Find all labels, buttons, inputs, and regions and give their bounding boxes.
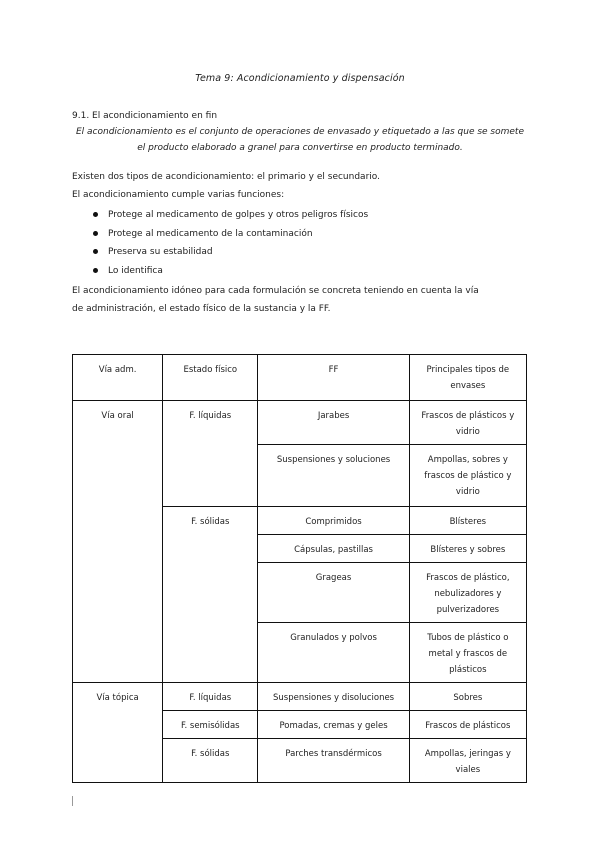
envase-cell: Blísteres y sobres [409,535,526,563]
ff-cell: Grageas [258,563,409,623]
envase-cell: Ampollas, sobres y frascos de plástico y vidrio [409,445,526,507]
envase-cell: Frascos de plásticos y vidrio [409,401,526,445]
page-title: Tema 9: Acondicionamiento y dispensación [195,73,405,84]
ff-cell: Suspensiones y soluciones [258,445,409,507]
envase-cell: Ampollas, jeringas y viales [409,739,526,783]
ff-cell: Cápsulas, pastillas [258,535,409,563]
definition-quote: El acondicionamiento es el conjunto de operaciones de envasado y etiquetado a las que se somete el producto elaborado a granel para convertirse en producto terminado. [75,127,524,153]
list-item: Lo identifica [72,262,368,281]
envase-cell: Tubos de plástico o metal y frascos de plásticos [409,623,526,683]
table-header-row [73,355,527,401]
header-cell: Principales tipos de envases [409,355,526,401]
envase-cell: Frascos de plásticos [409,711,526,739]
estado-cell: F. líquidas [163,683,258,711]
estado-cell: F. semisólidas [163,711,258,739]
list-item: Preserva su estabilidad [72,243,368,262]
estado-cell: F. líquidas [163,401,258,507]
ff-cell: Comprimidos [258,507,409,535]
ff-cell: Jarabes [258,401,409,445]
functions-list [72,206,368,280]
list-item: Protege al medicamento de golpes y otros peligros físicos [72,206,368,225]
paragraph-types: Existen dos tipos de acondicionamiento: el primario y el secundario. [72,172,380,182]
estado-cell: F. sólidas [163,507,258,683]
packaging-table [72,354,527,783]
via-cell: Vía oral [73,401,163,683]
page-footer-mark [72,796,73,806]
list-item: Protege al medicamento de la contaminación [72,225,368,244]
section-heading: 9.1. El acondicionamiento en fin [72,111,218,121]
via-cell: Vía tópica [73,683,163,783]
table-row [73,401,527,445]
header-cell: Vía adm. [73,355,163,401]
ff-cell: Parches transdérmicos [258,739,409,783]
table-row [73,683,527,711]
ff-cell: Suspensiones y disoluciones [258,683,409,711]
envase-cell: Sobres [409,683,526,711]
header-cell: Estado físico [163,355,258,401]
header-cell: FF [258,355,409,401]
envase-cell: Frascos de plástico, nebulizadores y pulverizadores [409,563,526,623]
ff-cell: Pomadas, cremas y geles [258,711,409,739]
paragraph-conditioning: El acondicionamiento idóneo para cada formulación se concreta teniendo en cuenta la vía de administración, el estado físico de la sustancia y la FF. [72,286,479,314]
estado-cell: F. sólidas [163,739,258,783]
envase-cell: Blísteres [409,507,526,535]
paragraph-functions: El acondicionamiento cumple varias funciones: [72,190,285,200]
ff-cell: Granulados y polvos [258,623,409,683]
